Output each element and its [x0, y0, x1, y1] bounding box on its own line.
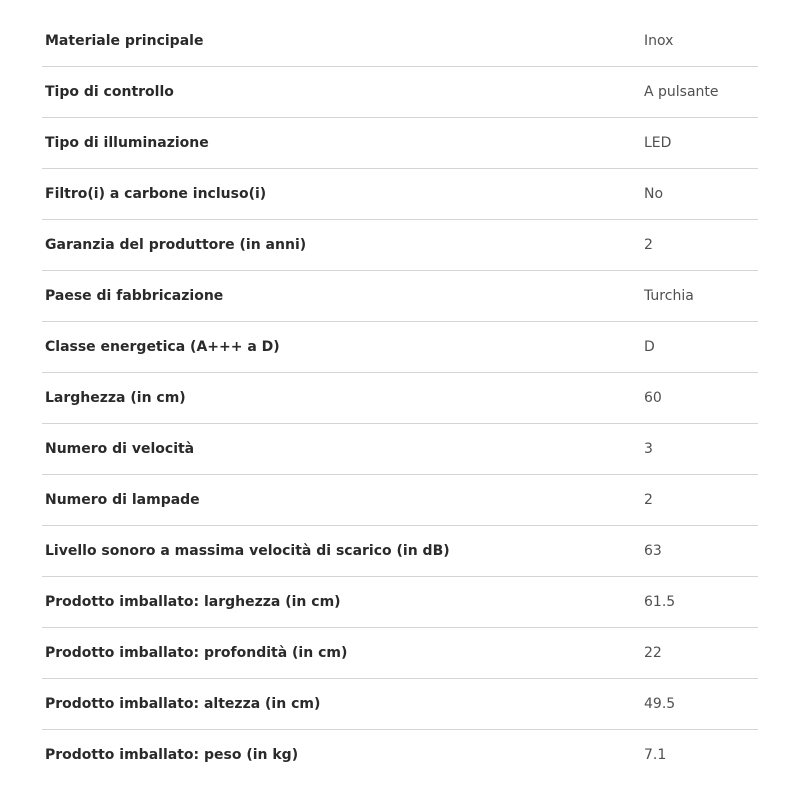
- spec-row-country: [42, 271, 758, 322]
- spec-value: 49.5: [644, 696, 676, 712]
- spec-table: [42, 16, 758, 780]
- spec-label: Classe energetica (A+++ a D): [45, 339, 280, 355]
- spec-row-control-type: [42, 67, 758, 118]
- spec-value: A pulsante: [644, 84, 719, 100]
- spec-label: Paese di fabbricazione: [45, 288, 224, 304]
- spec-row-energy-class: [42, 322, 758, 373]
- spec-value: 61.5: [644, 594, 676, 610]
- spec-row-packed-weight: [42, 730, 758, 780]
- spec-row-warranty: [42, 220, 758, 271]
- spec-row-packed-width: [42, 577, 758, 628]
- spec-row-lighting-type: [42, 118, 758, 169]
- spec-value: 63: [644, 543, 662, 559]
- spec-value: 2: [644, 237, 653, 253]
- spec-row-noise-level: [42, 526, 758, 577]
- spec-value: LED: [644, 135, 672, 151]
- spec-label: Garanzia del produttore (in anni): [45, 237, 307, 253]
- spec-label: Tipo di controllo: [45, 84, 174, 100]
- spec-row-main-material: [42, 16, 758, 67]
- spec-value: Inox: [644, 33, 674, 49]
- spec-row-carbon-filter: [42, 169, 758, 220]
- spec-value: 22: [644, 645, 662, 661]
- spec-label: Prodotto imballato: peso (in kg): [45, 747, 299, 763]
- spec-label: Materiale principale: [45, 33, 204, 49]
- spec-label: Tipo di illuminazione: [45, 135, 209, 151]
- spec-label: Prodotto imballato: profondità (in cm): [45, 645, 348, 661]
- spec-value: 2: [644, 492, 653, 508]
- spec-value: D: [644, 339, 655, 355]
- spec-label: Livello sonoro a massima velocità di scarico (in dB): [45, 543, 450, 559]
- spec-row-width: [42, 373, 758, 424]
- spec-label: Prodotto imballato: altezza (in cm): [45, 696, 321, 712]
- spec-row-packed-depth: [42, 628, 758, 679]
- spec-row-packed-height: [42, 679, 758, 730]
- spec-label: Filtro(i) a carbone incluso(i): [45, 186, 267, 202]
- spec-value: No: [644, 186, 664, 202]
- spec-value: 60: [644, 390, 662, 406]
- spec-value: Turchia: [644, 288, 694, 304]
- spec-value: 3: [644, 441, 653, 457]
- spec-value: 7.1: [644, 747, 667, 763]
- spec-row-lamps: [42, 475, 758, 526]
- spec-label: Numero di velocità: [45, 441, 195, 457]
- spec-label: Larghezza (in cm): [45, 390, 186, 406]
- spec-row-speeds: [42, 424, 758, 475]
- spec-label: Prodotto imballato: larghezza (in cm): [45, 594, 341, 610]
- spec-label: Numero di lampade: [45, 492, 200, 508]
